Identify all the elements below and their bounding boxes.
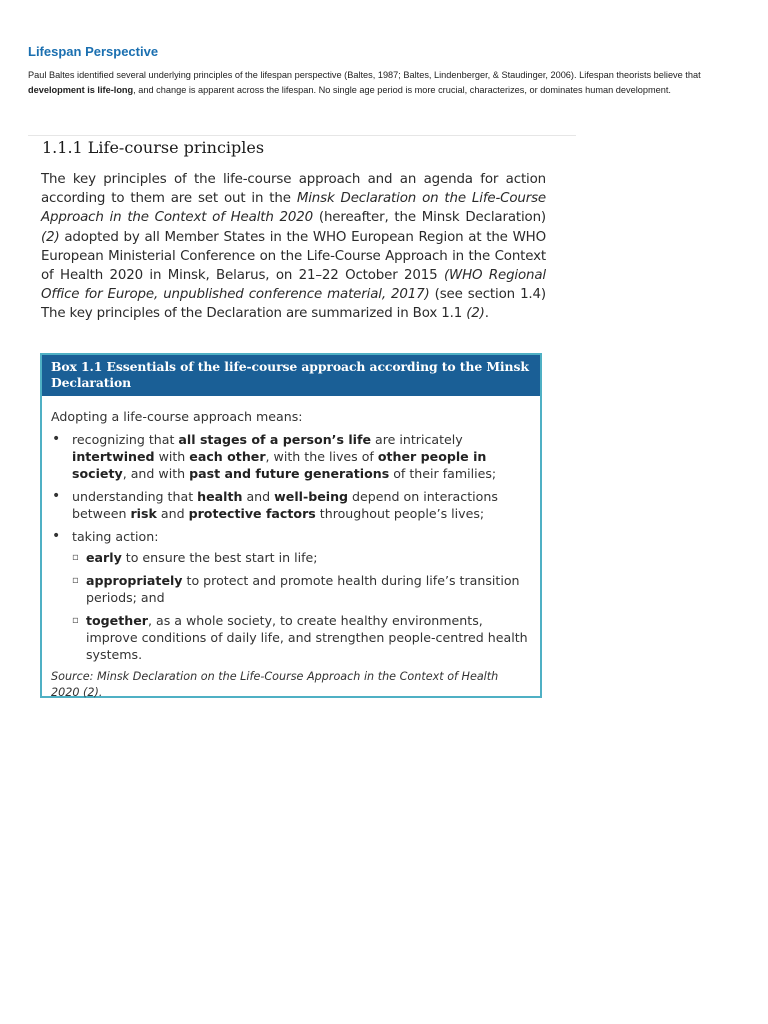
intro-text-2: , and change is apparent across the lifespan. No single age period is more crucial, characterizes, or dominates human development. (133, 85, 671, 95)
list-text: with (154, 449, 190, 464)
divider (28, 135, 576, 136)
box-source: Source: Minsk Declaration on the Life-Course Approach in the Context of Health 2020 (2). (51, 670, 499, 699)
list-text: depend on interactions between (72, 489, 498, 521)
body-text: adopted by all Member States in the WHO European Region at the WHO European Ministerial Conference on the Life-Course Approach in the Context of Health 2020 in Minsk, Belarus, on 21–22 October 2015 (41, 229, 546, 284)
list-text: are intricately (371, 432, 463, 447)
bullet-icon: • (52, 431, 61, 447)
list-bold: past and future generations (189, 466, 390, 481)
list-item (51, 488, 528, 522)
list-text: , as a whole society, to create healthy environments, improve conditions of daily life, and strengthen people-centred health systems. (86, 613, 528, 662)
body-italic: (WHO Regional Office for Europe, unpublished conference material, 2017) (41, 268, 547, 303)
list-item (51, 528, 528, 663)
section-heading: 1.1.1 Life-course principles (42, 138, 265, 157)
sub-list-item (72, 612, 528, 663)
list-text: and (242, 489, 275, 504)
list-text: taking action: (72, 529, 159, 544)
list-bold: each other (189, 449, 266, 464)
list-text: and (156, 506, 189, 521)
box-title: Box 1.1 Essentials of the life-course approach according to the Minsk Declaration (42, 355, 540, 396)
square-bullet-icon: ▫ (72, 575, 79, 586)
list-text: recognizing that (72, 432, 179, 447)
sub-list (72, 549, 528, 663)
list-bold: appropriately (86, 573, 183, 588)
body-italic: (2) (41, 229, 60, 245)
body-italic: Minsk Declaration on the Life-Course Approach in the Context of Health 2020 (41, 191, 546, 226)
info-box (40, 353, 542, 698)
box-body (42, 396, 540, 701)
list-bold: other people in society (72, 449, 487, 481)
page-title: Lifespan Perspective (28, 44, 159, 59)
list-bold: all stages of a person’s life (178, 432, 371, 447)
intro-text-1: Paul Baltes identified several underlying principles of the lifespan perspective (Baltes, 1987; Baltes, Lindenberger, & Staudinger, 2006). Lifespan theorists believe that (28, 70, 701, 80)
intro-bold: development is life-long (28, 85, 134, 95)
sub-list-item (72, 549, 528, 566)
list-text: throughout people’s lives; (315, 506, 485, 521)
list-bold: risk (130, 506, 157, 521)
list-bold: health (197, 489, 243, 504)
body-text: The key principles of the life-course approach and an agenda for action according to them are set out in the (41, 172, 546, 207)
bullet-icon: • (52, 488, 61, 504)
body-text: . (484, 306, 489, 322)
body-italic: (2) (466, 306, 485, 322)
list-text: of their families; (389, 466, 497, 481)
list-bold: together (86, 613, 148, 628)
body-text: (hereafter, the Minsk Declaration) (313, 210, 546, 226)
square-bullet-icon: ▫ (72, 615, 79, 626)
square-bullet-icon: ▫ (72, 552, 79, 563)
list-bold: early (86, 550, 122, 565)
list-text: to protect and promote health during life’s transition periods; and (86, 573, 520, 605)
box-lead: Adopting a life-course approach means: (51, 409, 303, 424)
list-text: , with the lives of (265, 449, 378, 464)
bullet-icon: • (52, 528, 61, 544)
list-text: , and with (122, 466, 190, 481)
list-bold: well-being (274, 489, 349, 504)
bullet-list (51, 431, 528, 663)
intro-paragraph (28, 68, 728, 98)
list-text: to ensure the best start in life; (121, 550, 318, 565)
body-paragraph (41, 170, 546, 324)
body-text: (see section 1.4) The key principles of the Declaration are summarized in Box 1.1 (41, 287, 546, 322)
list-bold: protective factors (188, 506, 316, 521)
list-text: understanding that (72, 489, 198, 504)
list-item (51, 431, 528, 482)
list-bold: intertwined (72, 449, 155, 464)
sub-list-item (72, 572, 528, 606)
